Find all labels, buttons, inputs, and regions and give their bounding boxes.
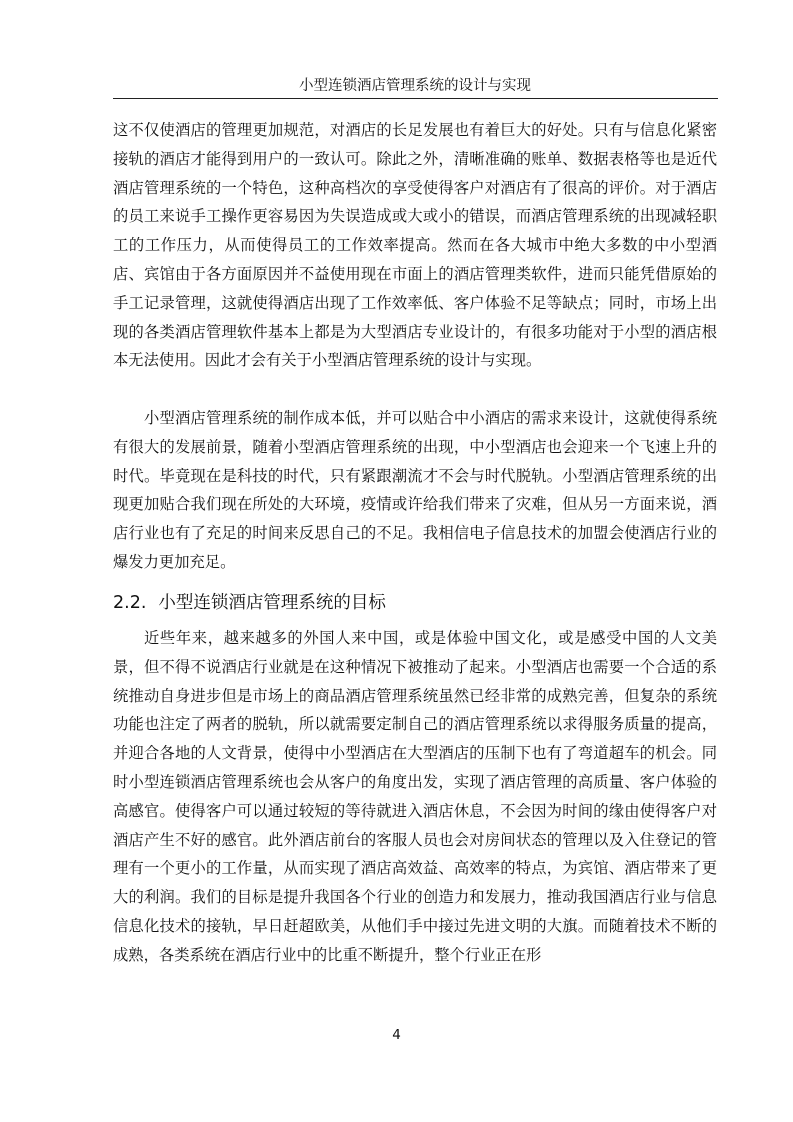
body-paragraph-3: 近些年来，越来越多的外国人来中国，或是体验中国文化，或是感受中国的人文美景，但不得不说酒店行业就是在这种情况下被推动了起来。小型酒店也需要一个合适的系统推动自身进步但是市场上的商品酒店管理系统虽然已经非常的成熟完善，但复杂的系统功能也注定了两者的脱轨，所以就需要定制自己的酒店管理系统以求得服务质量的提高，并迎合各地的人文背景，使得中小型酒店在大型酒店的压制下也有了弯道超车的机会。同时小型连锁酒店管理系统也会从客户的角度出发，实现了酒店管理的高质量、客户体验的高感官。使得客户可以通过较短的等待就进入酒店休息，不会因为时间的缘由使得客户对酒店产生不好的感官。此外酒店前台的客服人员也会对房间状态的管理以及入住登记的管理有一个更小的工作量，从而实现了酒店高效益、高效率的特点，为宾馆、酒店带来了更大的利润。我们的目标是提升我国各个行业的创造力和发展力，推动我国酒店行业与信息信息化技术的接轨，早日赶超欧美，从他们手中接过先进文明的大旗。而随着技术不断的成熟，各类系统在酒店行业中的比重不断提升，整个行业正在形	[113, 629, 717, 964]
section-number: 2.2.	[113, 593, 147, 613]
body-paragraph-1: 这不仅使酒店的管理更加规范，对酒店的长足发展也有着巨大的好处。只有与信息化紧密接轨的酒店才能得到用户的一致认可。除此之外，清晰准确的账单、数据表格等也是近代酒店管理系统的一个特色，这种高档次的享受使得客户对酒店有了很高的评价。对于酒店的员工来说手工操作更容易因为失误造成或大或小的错误，而酒店管理系统的出现减轻职工的工作压力，从而使得员工的工作效率提高。然而在各大城市中绝大多数的中小型酒店、宾馆由于各方面原因并不益使用现在市面上的酒店管理类软件，进而只能凭借原始的手工记录管理，这就使得酒店出现了工作效率低、客户体验不足等缺点；同时，市场上出现的各类酒店管理软件基本上都是为大型酒店专业设计的，有很多功能对于小型的酒店根本无法使用。因此才会有关于小型酒店管理系统的设计与实现。	[113, 121, 717, 370]
section-heading	[113, 590, 717, 616]
header-divider	[113, 98, 718, 99]
running-header: 小型连锁酒店管理系统的设计与实现	[299, 78, 531, 94]
section-title: 小型连锁酒店管理系统的目标	[158, 593, 386, 613]
body-paragraph-2: 小型酒店管理系统的制作成本低，并可以贴合中小酒店的需求来设计，这就使得系统有很大的发展前景，随着小型酒店管理系统的出现，中小型酒店也会迎来一个飞速上升的时代。毕竟现在是科技的时代，只有紧跟潮流才不会与时代脱轨。小型酒店管理系统的出现更加贴合我们现在所处的大环境，疫情或许给我们带来了灾难，但从另一方面来说，酒店行业也有了充足的时间来反思自己的不足。我相信电子信息技术的加盟会使酒店行业的爆发力更加充足。	[113, 409, 717, 571]
page-number: 4	[392, 1027, 401, 1043]
